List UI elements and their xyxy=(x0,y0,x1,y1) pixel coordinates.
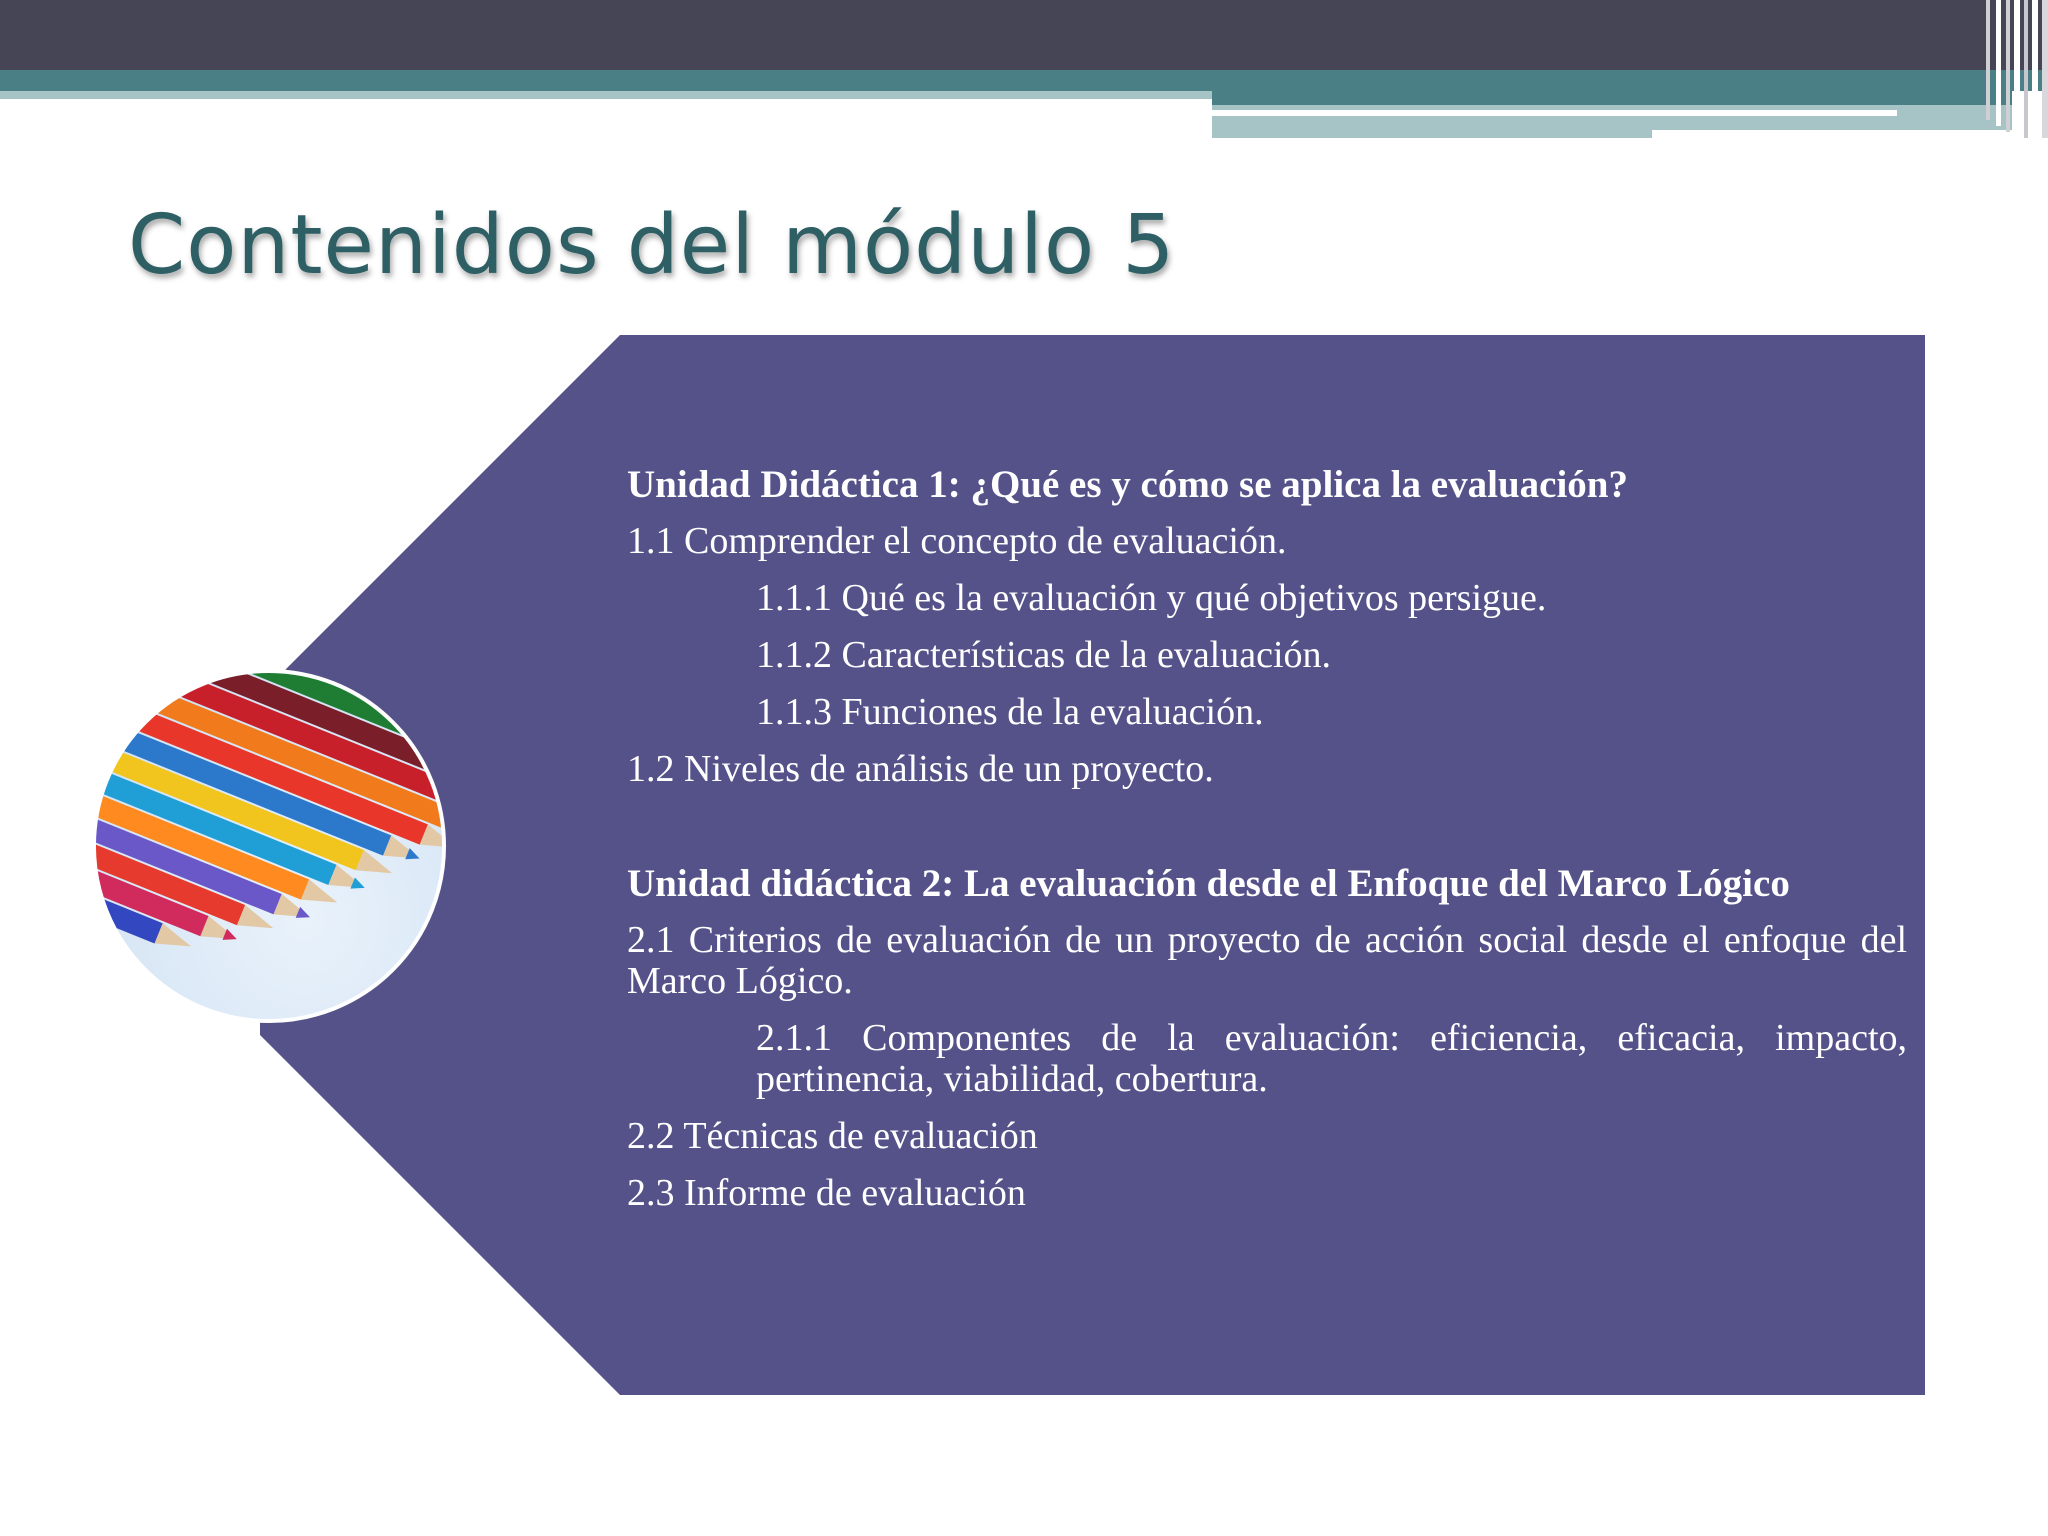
slide-title: Contenidos del módulo 5 xyxy=(128,198,1176,293)
unit-2-item: 2.3 Informe de evaluación xyxy=(627,1172,1026,1214)
section-spacer xyxy=(627,806,1907,863)
unit-2-item: 2.2 Técnicas de evaluación xyxy=(627,1115,1038,1157)
unit-2-item: 2.1 Criterios de evaluación de un proyecto de acción social desde el enfoque del Marco Lógico. xyxy=(627,919,1907,1002)
unit-1-subitem: 1.1.3 Funciones de la evaluación. xyxy=(756,691,1264,733)
module-contents xyxy=(627,464,1907,1230)
unit-1-heading: Unidad Didáctica 1: ¿Qué es y cómo se aplica la evaluación? xyxy=(627,463,1628,506)
unit-1-subitem: 1.1.2 Características de la evaluación. xyxy=(756,634,1332,676)
unit-1-subitem: 1.1.1 Qué es la evaluación y qué objetivos persigue. xyxy=(756,577,1547,619)
unit-1-item: 1.1 Comprender el concepto de evaluación. xyxy=(627,520,1287,562)
unit-2-subitem: 2.1.1 Componentes de la evaluación: eficiencia, eficacia, impacto, pertinencia, viabilidad, cobertura. xyxy=(756,1017,1907,1100)
unit-1-item: 1.2 Niveles de análisis de un proyecto. xyxy=(627,748,1214,790)
unit-2-heading: Unidad didáctica 2: La evaluación desde el Enfoque del Marco Lógico xyxy=(627,862,1790,905)
colored-pencils-image xyxy=(90,662,448,1030)
